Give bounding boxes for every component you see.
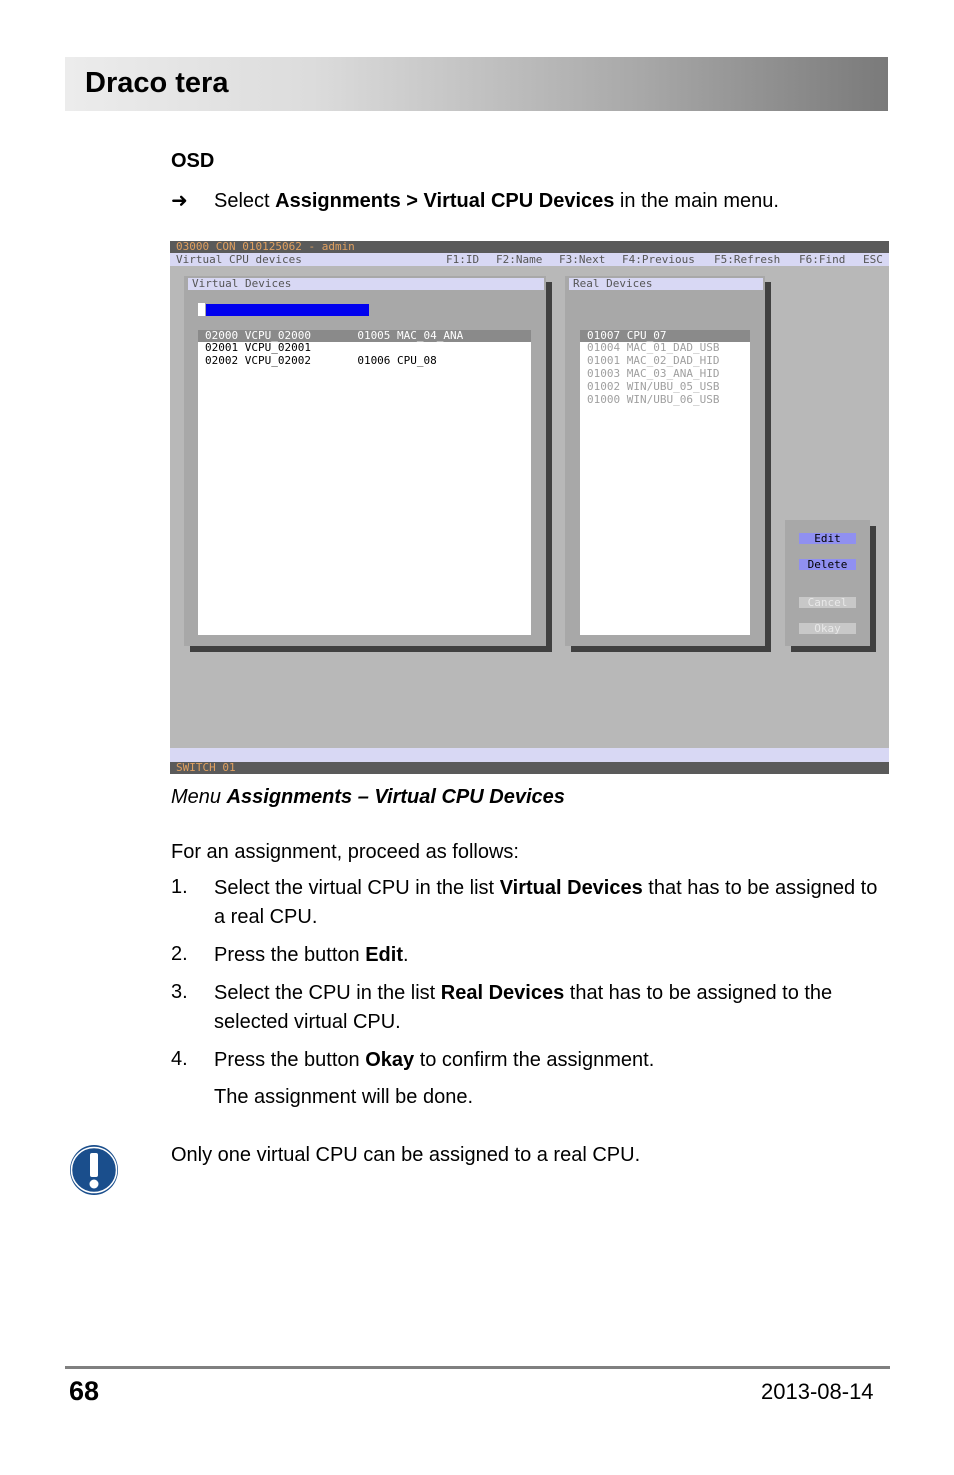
step-number: 3. — [171, 981, 188, 1003]
osd-menu-bar — [170, 253, 889, 266]
virtual-devices-title: Virtual Devices — [188, 278, 544, 290]
virtual-devices-list[interactable] — [198, 330, 531, 635]
note-text: Only one virtual CPU can be assigned to a real CPU. — [171, 1144, 641, 1166]
list-item[interactable]: 01002 WIN/UBU_05_USB — [587, 380, 720, 393]
delete-button[interactable]: Delete — [799, 559, 856, 570]
fkey-f1[interactable]: F1:ID — [446, 253, 480, 266]
fkey-f2[interactable]: F2:Name — [496, 253, 543, 266]
list-item[interactable]: 02002 VCPU_02002 01006 CPU_08 — [205, 354, 437, 367]
osd-menu-title: Virtual CPU devices — [176, 253, 302, 266]
list-item[interactable]: 01000 WIN/UBU_06_USB — [587, 393, 720, 406]
step-text: Press the button Okay to confirm the assignment. — [214, 1049, 655, 1071]
arrow-icon: ➜ — [171, 190, 188, 212]
exclamation-icon — [70, 1145, 118, 1195]
fkey-esc[interactable]: ESC — [863, 253, 883, 266]
list-item[interactable]: 01003 MAC_03_ANA_HID — [587, 367, 720, 380]
osd-screenshot — [170, 241, 889, 774]
step-text: Press the button Edit. — [214, 944, 409, 966]
document-date: 2013-08-14 — [761, 1379, 874, 1404]
step-number: 4. — [171, 1048, 188, 1070]
fkey-f3[interactable]: F3:Next — [559, 253, 606, 266]
virtual-devices-panel — [184, 276, 546, 646]
footer-rule — [65, 1366, 890, 1369]
search-field-left — [198, 303, 205, 316]
step-text: Select the virtual CPU in the list Virtual Devices that has to be assigned to a real CPU. — [214, 877, 878, 928]
intro-text: For an assignment, proceed as follows: — [171, 841, 519, 863]
result-text: The assignment will be done. — [214, 1086, 474, 1108]
osd-bottom-bar — [170, 748, 889, 762]
page-number: 68 — [69, 1376, 100, 1406]
fkey-f5[interactable]: F5:Refresh — [714, 253, 781, 266]
document-title: Draco tera — [85, 67, 229, 99]
fkey-f6[interactable]: F6:Find — [799, 253, 846, 266]
page-header — [65, 57, 888, 111]
search-input[interactable] — [206, 304, 369, 316]
osd-status-bar: SWITCH 01 — [170, 762, 889, 774]
figure-caption: Menu Assignments – Virtual CPU Devices — [171, 786, 565, 808]
list-item[interactable]: 02001 VCPU_02001 — [205, 341, 311, 354]
osd-title-bar: 03000 CON 010125062 - admin — [170, 241, 889, 253]
real-devices-panel — [565, 276, 765, 646]
real-devices-title: Real Devices — [569, 278, 763, 290]
real-devices-list[interactable] — [580, 330, 750, 635]
okay-button[interactable]: Okay — [799, 623, 856, 634]
step-number: 1. — [171, 876, 188, 898]
list-item[interactable]: 01004 MAC_01_DAD_USB — [587, 341, 720, 354]
step-number: 2. — [171, 943, 188, 965]
instruction-pre: Select — [214, 190, 276, 212]
section-heading: OSD — [171, 150, 215, 172]
edit-button[interactable]: Edit — [799, 533, 856, 544]
instruction-step — [171, 188, 779, 213]
list-item[interactable]: 01001 MAC_02_DAD_HID — [587, 354, 720, 367]
step-text: Select the CPU in the list Real Devices that has to be assigned to the selected virtual CPU. — [214, 982, 833, 1033]
cancel-button[interactable]: Cancel — [799, 597, 856, 608]
list-item[interactable]: 01007 CPU_07 — [580, 330, 750, 342]
instruction-post: in the main menu. — [614, 190, 779, 212]
instruction-menu-path: Assignments > Virtual CPU Devices — [275, 190, 615, 212]
list-item[interactable]: 02000 VCPU_02000 01005 MAC_04_ANA — [198, 330, 531, 342]
fkey-f4[interactable]: F4:Previous — [622, 253, 695, 266]
action-button-panel — [785, 520, 870, 646]
